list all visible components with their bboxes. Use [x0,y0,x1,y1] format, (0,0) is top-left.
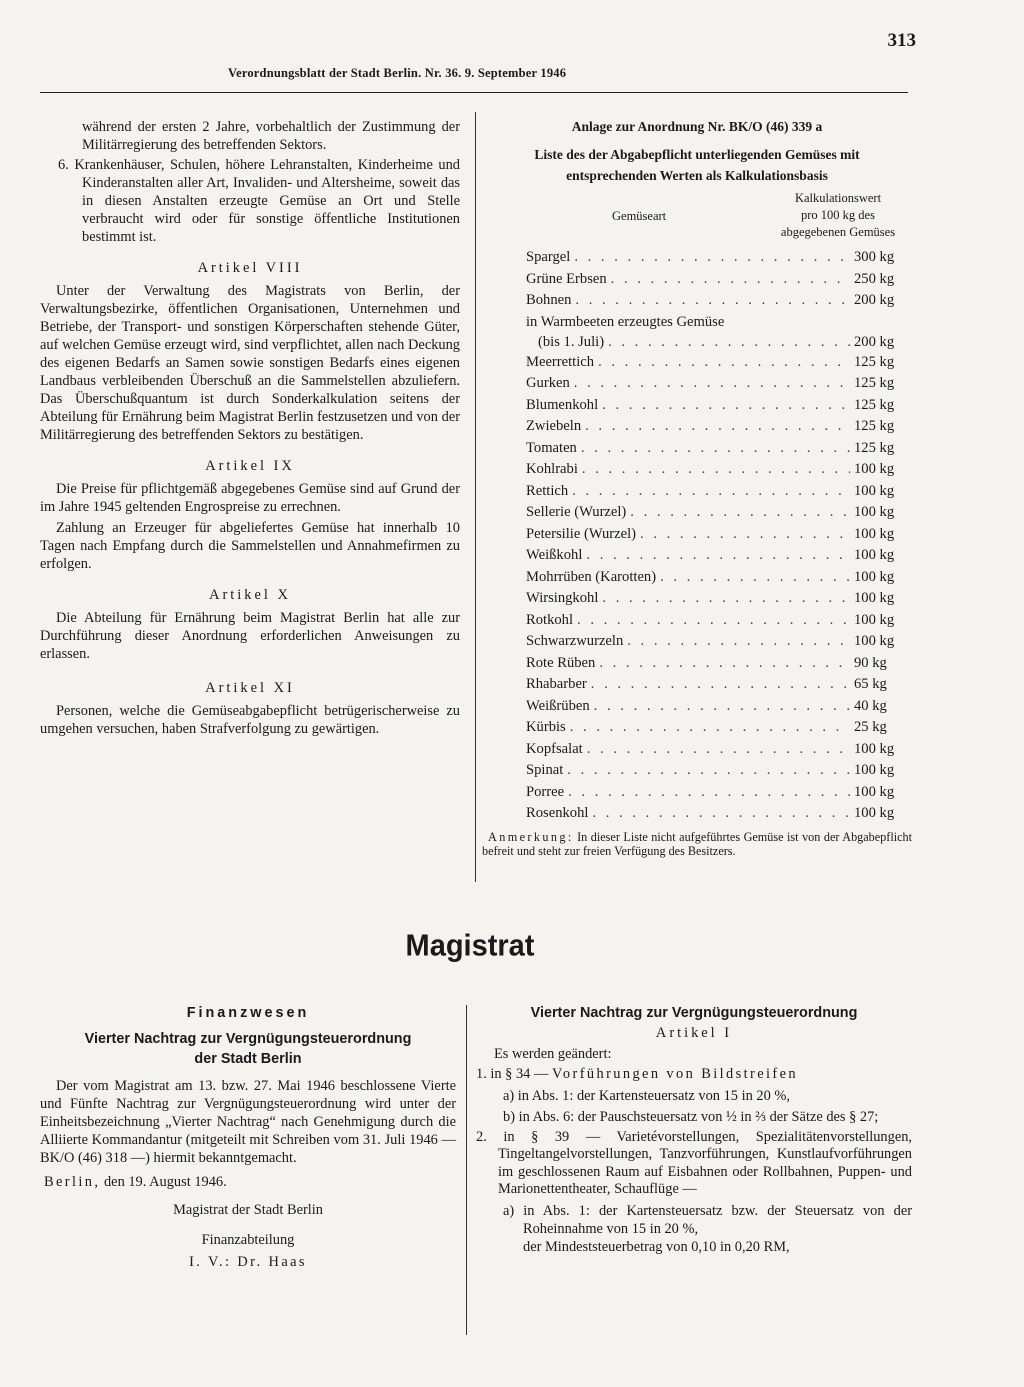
vegetable-name-continued: (bis 1. Juli) [538,333,605,350]
vegetable-name: Gurken [526,375,570,391]
vegetable-name: Porree [526,783,565,800]
dot-leader [602,396,850,414]
vegetable-value: 100 kg [854,461,895,477]
vegetable-row [482,482,912,504]
signature-line-3: I. V.: Dr. Haas [189,1254,307,1270]
article-xi-text: Personen, welche die Gemüseabgabepflicht betrügerischerweise zu umgehen versuchen, haben Strafverfolgung zu gewärtigen. [40,703,460,737]
vegetable-row [482,761,912,783]
vegetable-row [482,291,912,313]
list-item-6: 6. Krankenhäuser, Schulen, höhere Lehranstalten, Kinderheime und Kinderanstalten aller Art, Invaliden- und Altersheime, soweit das in diesen Anstalten erzeugte Gemüse an Ort und Stelle verbraucht wird oder für sonstige öffentliche Institutionen bestimmt ist. [58,157,460,245]
signature-block [40,1199,456,1273]
vegetable-value: 100 kg [854,547,895,563]
vegetable-row [482,718,912,740]
vegetable-value: 100 kg [854,740,895,757]
vegetable-name: Zwiebeln [526,418,582,434]
note-text: In dieser Liste nicht aufgeführtes Gemüse ist von der Abgabepflicht befreit und steht zur freien Verfügung des Besitzers. [482,829,912,858]
vegetable-name: Weißrüben [526,697,590,714]
dot-leader [598,353,850,371]
list-title-line-1: Liste des der Abgabepflicht unterliegenden Gemüses mit [534,147,860,162]
vegetable-value: 125 kg [854,439,895,456]
dot-leader [581,439,850,457]
vegetable-name: Kopfsalat [526,740,583,757]
vegetable-row [482,804,912,826]
vegetable-row [482,503,912,525]
column-header-vegetable: Gemüseart [612,209,667,223]
dot-leader [602,589,850,607]
left-column [40,118,460,738]
vegetable-row [482,396,912,418]
signature-line-1: Magistrat der Stadt Berlin [173,1202,323,1218]
article-i-heading: Artikel I [655,1025,733,1041]
dot-leader [585,417,850,435]
vegetable-row [482,589,912,611]
vegetable-value: 125 kg [854,375,895,391]
vegetable-value: 100 kg [854,762,895,778]
list-title [482,144,912,186]
article-viii-text: Unter der Verwaltung des Magistrats von Berlin, der Verwaltungsbezirke, öffentlichen Organisationen, Unternehmen und Betriebe, der Transport- und sonstigen Körperschaften stehende Güter, auf welchen Gemüse erzeugt wird, sind verpflichtet, allen nach Deckung des eigenen Bedarfs an Samen sowie sonstigen Bedarfs eines eigenen Landbaus verbleibenden Überschuß an die Sammelstellen abzuliefern. Das Überschußquantum ist durch Sonderkalkulation seitens der Abteilung für Ernährung beim Magistrat Berlin festzusetzen und von der Militärregierung des betreffenden Sektors zu bestätigen. [40,283,460,443]
dot-leader [592,804,850,822]
running-head: Verordnungsblatt der Stadt Berlin. Nr. 36. 9. September 1946 [228,66,567,80]
vegetable-name: Rotkohl [526,611,574,628]
vegetable-value: 25 kg [854,719,887,735]
dot-leader [567,761,850,779]
dot-leader [570,718,850,736]
vegetable-row [482,460,912,482]
vegetable-value: 125 kg [854,353,895,370]
dot-leader [599,654,850,672]
vegetable-value: 100 kg [854,611,895,628]
ordinance-title-line-1: Vierter Nachtrag zur Vergnügungsteuerordnung [84,1031,412,1047]
vegetable-row [482,740,912,762]
vegetable-name: Sellerie (Wurzel) [526,504,627,520]
dot-leader [568,783,850,801]
vegetable-value: 100 kg [854,525,895,542]
dot-leader [572,482,850,500]
header-rule [40,92,908,93]
vegetable-value: 125 kg [854,396,895,413]
announcement-text: Der vom Magistrat am 13. bzw. 27. Mai 1946 beschlossene Vierte und Fünfte Nachtrag zur Vergnügungsteuerordnung wird unter der Einheitsbezeichnung „Vierter Nachtrag“ nach Genehmigung durch die Alliierte Kommandantur (mitgeteilt mit Schreiben vom 31. Juli 1946 — BK/O (46) 318 —) hiermit bekanntgemacht. [40,1078,456,1166]
amendment-item-2a-continued: der Mindeststeuerbetrag von 0,10 in 0,20 RM, [523,1238,790,1255]
article-heading-xi: Artikel XI [205,680,295,696]
list-title-line-2: entsprechenden Werten als Kalkulationsbasis [566,168,828,183]
right-column [482,116,912,859]
date-line [40,1173,456,1191]
section-title: Magistrat [405,929,535,963]
vegetable-name: Blumenkohl [526,396,599,413]
note-label: Anmerkung: [488,829,574,844]
dot-leader [587,740,850,758]
article-heading-viii: Artikel VIII [197,260,303,276]
vegetable-row [482,611,912,633]
vegetable-row [482,313,912,353]
vegetable-value: 40 kg [854,697,887,714]
column-header-value-line-1: Kalkulationswert [794,191,882,205]
vegetable-row [482,675,912,697]
vegetable-row [482,546,912,568]
vegetable-name: Rosenkohl [526,805,589,821]
vegetable-name: Kohlrabi [526,461,578,477]
dot-leader [574,374,850,392]
vegetable-row [482,374,912,396]
vegetable-name: Tomaten [526,439,577,456]
vegetable-name: Kürbis [526,719,566,735]
article-x-text: Die Abteilung für Ernährung beim Magistrat Berlin hat alle zur Durchführung dieser Anordnung erforderlichen Anweisungen zu erlassen. [40,610,460,662]
dot-leader [575,291,850,309]
vegetable-name: Bohnen [526,292,572,308]
vegetable-value: 100 kg [854,482,895,499]
ordinance-title: Vierter Nachtrag zur Vergnügungsteuerordnung [530,1005,858,1021]
amendment-item-1 [476,1066,912,1084]
column-divider-bottom [466,1005,467,1335]
vegetable-name: Schwarzwurzeln [526,633,624,649]
vegetable-row [482,439,912,461]
intro-line: Es werden geändert: [494,1046,612,1062]
vegetable-value: 250 kg [854,270,895,287]
dot-leader [640,525,850,543]
vegetable-row [482,632,912,654]
article-ix-text-2: Zahlung an Erzeuger für abgeliefertes Gemüse hat innerhalb 10 Tagen nach Empfang durch die Sammelstellen und Annahmefirmen zu erfolgen. [40,520,460,572]
vegetable-row [482,697,912,719]
continuation-paragraph: während der ersten 2 Jahre, vorbehaltlich der Zustimmung der Militärregierung des betreffenden Sektors. [82,119,460,153]
dot-leader [627,632,850,650]
vegetable-row [482,654,912,676]
vegetable-name: Meerrettich [526,353,595,370]
vegetable-value: 200 kg [854,333,895,350]
bottom-right-column [476,1003,912,1256]
dot-leader [630,503,850,521]
vegetable-name: Spinat [526,762,564,778]
vegetable-value: 300 kg [854,249,895,265]
column-divider-top [475,112,476,882]
vegetable-row [482,525,912,547]
column-header-value [764,190,912,241]
amendment-item-1a: a) in Abs. 1: der Kartensteuersatz von 15 in 20 %, [503,1087,790,1104]
dot-leader [582,460,850,478]
amendment-item-1b: b) in Abs. 6: der Pauschsteuersatz von ½ in ⅔ der Sätze des § 27; [503,1108,879,1125]
bottom-left-column [40,1003,456,1273]
vegetable-name: Rettich [526,482,569,499]
note [482,830,912,859]
vegetable-name: Wirsingkohl [526,590,599,606]
dot-leader [608,333,850,351]
column-header-value-line-3: abgegebenen Gemüses [780,225,896,239]
vegetable-name: in Warmbeeten erzeugtes Gemüse [526,313,725,330]
annex-title: Anlage zur Anordnung Nr. BK/O (46) 339 a [571,119,823,134]
vegetable-value: 125 kg [854,418,895,434]
vegetable-value: 100 kg [854,590,895,606]
department-heading: Finanzwesen [186,1005,310,1021]
vegetable-row [482,248,912,270]
vegetable-name: Petersilie (Wurzel) [526,525,637,542]
dot-leader [611,270,850,288]
dot-leader [577,611,850,629]
vegetable-value: 90 kg [854,654,887,671]
amendment-item-1-subject: Vorführungen von Bildstreifen [551,1066,798,1082]
date: den 19. August 1946. [103,1174,227,1190]
vegetable-row [482,353,912,375]
article-ix-text-1: Die Preise für pflichtgemäß abgegebenes Gemüse sind auf Grund der im Jahre 1945 geltenden Engrospreise zu errechnen. [40,481,460,515]
article-heading-ix: Artikel IX [205,458,295,474]
vegetable-value: 65 kg [854,676,887,692]
page-number: 313 [887,30,916,51]
vegetable-list [482,248,912,826]
dot-leader [591,675,850,693]
vegetable-row [482,270,912,292]
vegetable-name: Rote Rüben [526,654,596,671]
vegetable-value: 200 kg [854,292,895,308]
amendment-item-2: 2. in § 39 — Varietévorstellungen, Spezialitätenvorstellungen, Tingeltangelvorstellungen, Tanzvorführungen, Kunstlaufvorführungen im geschlossenen Raum auf Eisbahnen oder Rollbahnen, Puppen- und Marionettentheater, Schauflüge — [476,1128,912,1197]
vegetable-value: 100 kg [854,568,895,585]
vegetable-row [482,417,912,439]
vegetable-row [482,783,912,805]
vegetable-value: 100 kg [854,633,895,649]
vegetable-name: Rhabarber [526,676,587,692]
vegetable-name: Grüne Erbsen [526,270,607,287]
signature-line-2: Finanzabteilung [201,1232,295,1248]
vegetable-value: 100 kg [854,805,895,821]
dot-leader [586,546,850,564]
vegetable-name: Spargel [526,249,571,265]
column-header-value-line-2: pro 100 kg des [801,208,875,222]
vegetable-value: 100 kg [854,504,895,520]
article-heading-x: Artikel X [209,587,291,603]
dot-leader [574,248,850,266]
ordinance-title-line-2: der Stadt Berlin [194,1051,302,1067]
date-place: Berlin, [44,1174,101,1190]
vegetable-value: 100 kg [854,783,895,800]
amendment-item-1-head: 1. in § 34 — [476,1066,549,1082]
vegetable-name: Mohrrüben (Karotten) [526,568,657,585]
amendment-item-2a: a) in Abs. 1: der Kartensteuersatz bzw. der Steuersatz von der Roheinnahme von 15 in 20 %, [503,1202,912,1237]
table-header [482,190,912,246]
dot-leader [660,568,850,586]
dot-leader [594,697,850,715]
vegetable-row [482,568,912,590]
vegetable-name: Weißkohl [526,547,583,563]
